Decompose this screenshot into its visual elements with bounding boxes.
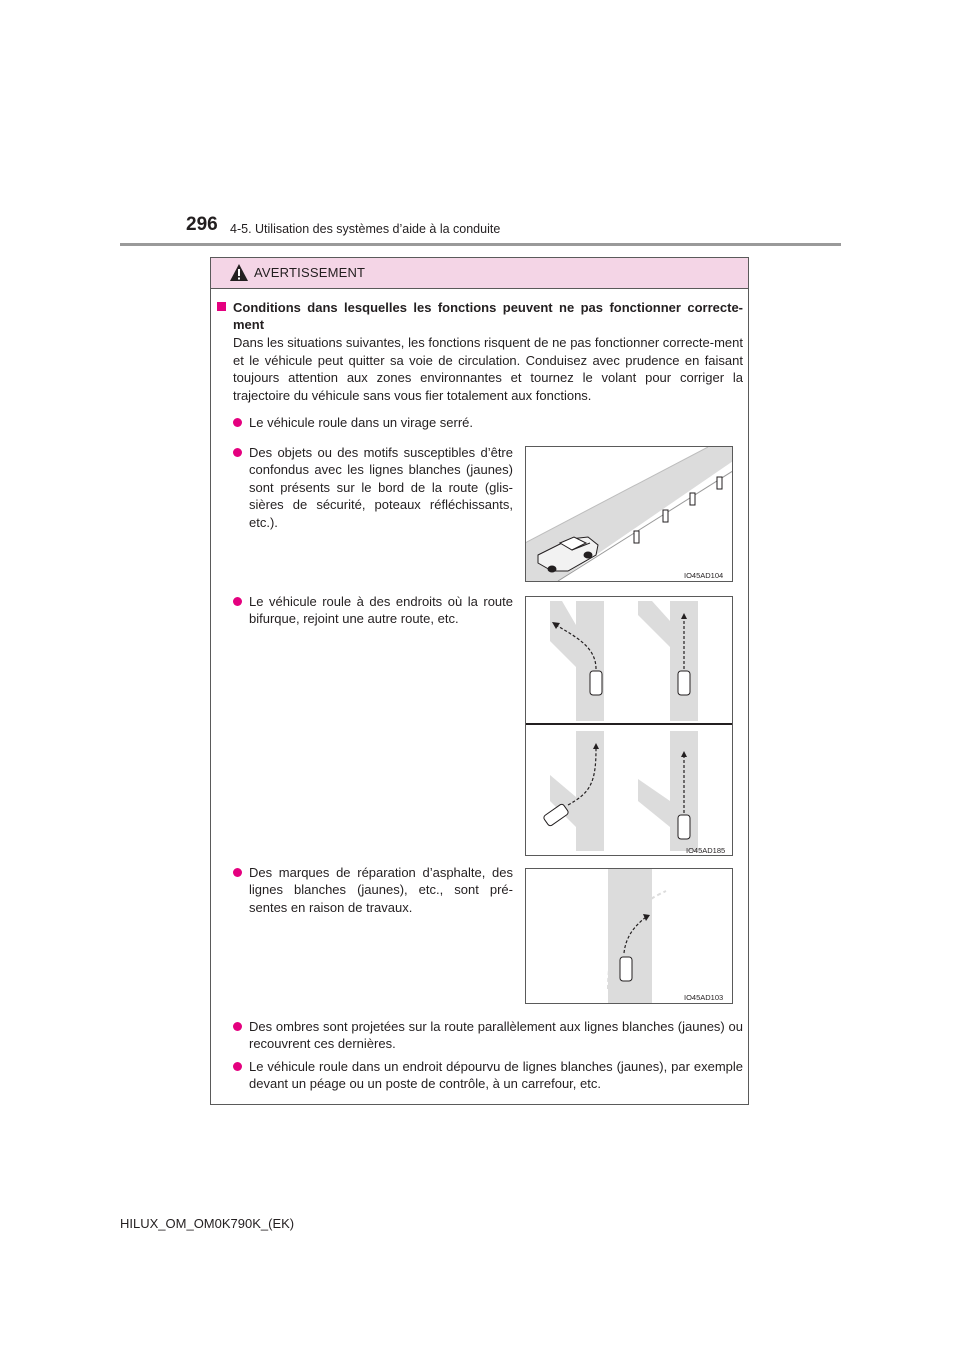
bullet-dot-icon	[233, 1022, 242, 1031]
intro-paragraph: Dans les situations suivantes, les fonctions risquent de ne pas fonctionner correcte-ment et le véhicule peut quitter sa voie de circulation. Conduisez avec prudence en faisant toujours attention aux zones environnantes et tournez le volant pour corriger la trajectoire du véhicule sans vous fier totalement aux fonctions.	[233, 335, 743, 403]
section-title: 4-5. Utilisation des systèmes d’aide à la conduite	[230, 222, 501, 236]
repair-marks-illustration	[526, 869, 732, 1003]
list-item	[233, 444, 513, 531]
condition-heading-text: Conditions dans lesquelles les fonctions peuvent ne pas fonctionner correcte-ment	[233, 300, 743, 332]
list-item	[233, 1018, 743, 1053]
figure-road-branching	[525, 596, 733, 856]
list-item-text: Des marques de réparation d’asphalte, des lignes blanches (jaunes), etc., sont pré-sentes en raison de travaux.	[249, 865, 513, 915]
document-id: HILUX_OM_OM0K790K_(EK)	[120, 1216, 295, 1231]
bullet-dot-icon	[233, 448, 242, 457]
warning-triangle-icon	[229, 263, 249, 282]
list-item-text: Le véhicule roule dans un endroit dépourvu de lignes blanches (jaunes), par exemple devant un péage ou un poste de contrôle, à un carrefour, etc.	[249, 1059, 743, 1092]
guardrail-posts-illustration	[526, 447, 732, 581]
figure-code: IO45AD104	[684, 571, 724, 580]
figure-repair-marks	[525, 868, 733, 1004]
bullet-dot-icon	[233, 1062, 242, 1071]
list-item	[233, 864, 513, 916]
list-item	[233, 414, 743, 431]
bullet-dot-icon	[233, 868, 242, 877]
list-item-text: Le véhicule roule dans un virage serré.	[249, 415, 474, 430]
list-item-text: Des objets ou des motifs susceptibles d’être confondus avec les lignes blanches (jaunes) sont présents sur le bord de la route (glis-sières de sécurité, poteaux réfléchissants, etc.).	[249, 445, 513, 530]
bullet-dot-icon	[233, 597, 242, 606]
figure-code: IO45AD103	[684, 993, 724, 1002]
warning-box	[210, 257, 749, 1105]
square-bullet-icon	[217, 302, 226, 311]
list-item	[233, 593, 513, 628]
warning-header	[211, 258, 748, 289]
list-item-text: Des ombres sont projetées sur la route parallèlement aux lignes blanches (jaunes) ou recouvrent ces dernières.	[249, 1019, 743, 1052]
list-item-text: Le véhicule roule à des endroits où la route bifurque, rejoint une autre route, etc.	[249, 594, 513, 627]
figure-code: IO45AD185	[686, 846, 726, 855]
bullet-dot-icon	[233, 418, 242, 427]
road-branching-illustration	[526, 597, 732, 855]
list-item	[233, 1058, 743, 1093]
header-divider	[120, 243, 841, 246]
warning-title: AVERTISSEMENT	[254, 265, 366, 280]
figure-guardrail-posts	[525, 446, 733, 582]
page-number: 296	[186, 214, 218, 235]
condition-heading	[217, 299, 743, 333]
